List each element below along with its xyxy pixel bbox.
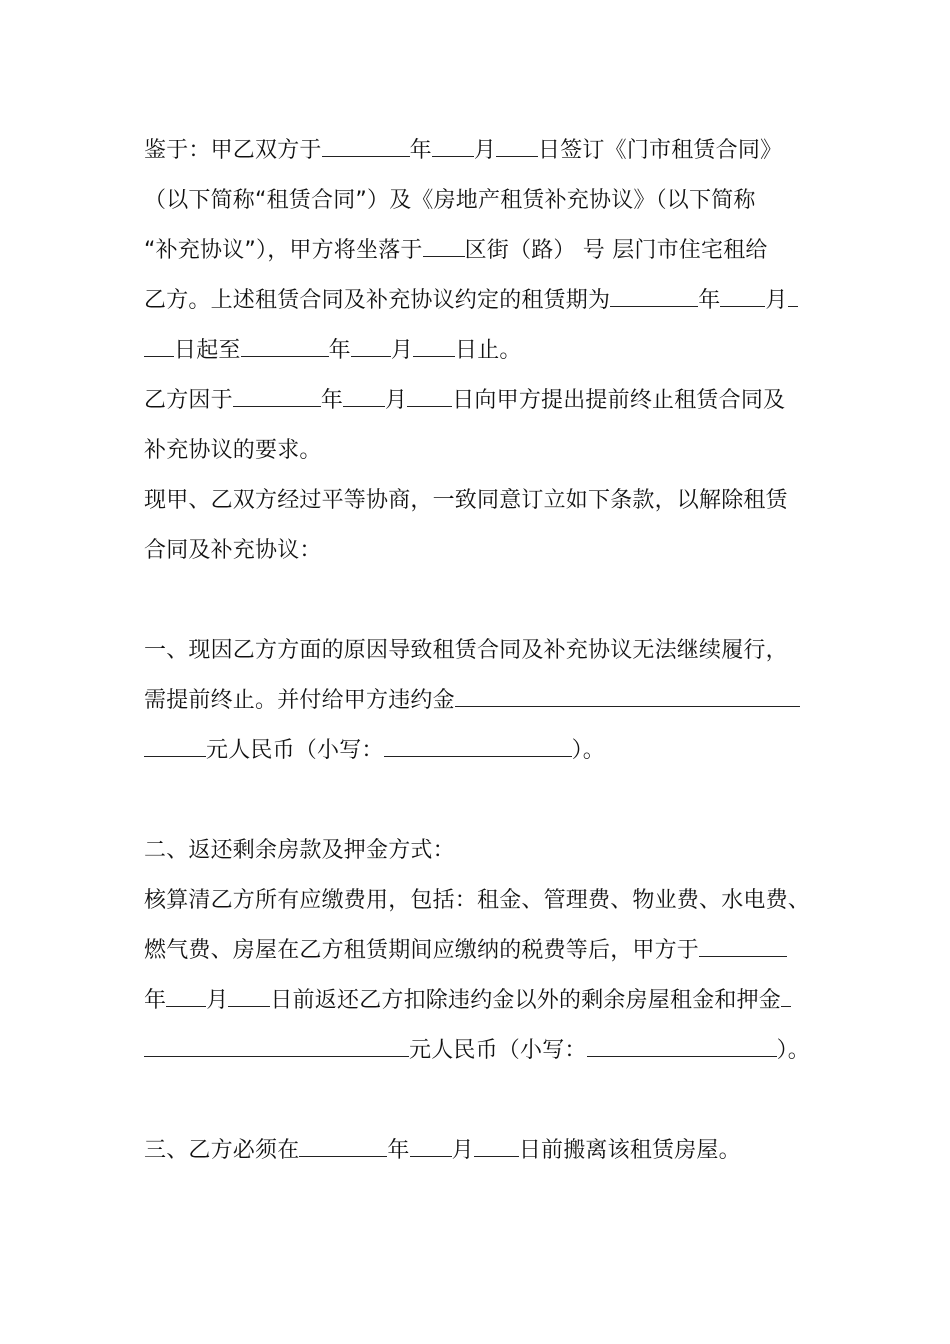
clause2-title (144, 836, 455, 866)
text: “补充协议”），甲方将坐落于 (144, 238, 423, 263)
blank-month[interactable] (343, 386, 385, 407)
blank-month[interactable] (432, 136, 474, 157)
blank-year[interactable] (299, 1136, 387, 1157)
blank-day[interactable] (144, 336, 174, 357)
clause2-line-2 (144, 936, 787, 966)
blank-year[interactable] (699, 936, 787, 957)
clause1-line-2 (144, 686, 800, 716)
blank-day[interactable] (474, 1136, 519, 1157)
clause1-line-3 (144, 736, 605, 766)
text: 三、乙方必须在 (144, 1138, 300, 1163)
text: 合同及补充协议： (144, 538, 322, 563)
text: 补充协议的要求。 (144, 438, 322, 463)
agreement-line-2 (144, 536, 322, 566)
blank-day[interactable] (788, 286, 798, 307)
clause3-line-1 (144, 1136, 741, 1166)
text: 月 (390, 338, 414, 363)
text: 月 (765, 288, 788, 313)
preamble-line-5 (144, 336, 522, 366)
preamble-line-3 (144, 236, 768, 266)
text: 年 (387, 1138, 410, 1163)
blank-month[interactable] (166, 986, 206, 1007)
clause2-line-4 (144, 1036, 810, 1066)
blank-penalty-amount[interactable] (144, 736, 206, 757)
agreement-line-1 (144, 486, 788, 516)
text: 日前搬离该租赁房屋。 (518, 1138, 741, 1163)
text: 鉴于：甲乙双方于 (144, 138, 322, 163)
text: 乙方因于 (144, 388, 233, 413)
clause2-line-1 (144, 886, 810, 916)
request-line-2 (144, 436, 322, 466)
text: 年 (328, 338, 351, 363)
blank-district[interactable] (423, 236, 465, 257)
text: 年 (698, 288, 721, 313)
text: 现甲、乙双方经过平等协商，一致同意订立如下条款，以解除租赁 (144, 488, 788, 513)
blank-year[interactable] (241, 336, 329, 357)
blank-year[interactable] (233, 386, 321, 407)
preamble-line-2 (144, 186, 756, 216)
text: 年 (409, 138, 432, 163)
text: 乙方。上述租赁合同及补充协议约定的租赁期为 (144, 288, 611, 313)
text: 元人民币（小写： (409, 1038, 587, 1063)
text: ）。 (571, 738, 606, 763)
blank-refund-amount[interactable] (144, 1036, 409, 1057)
blank-day[interactable] (407, 386, 452, 407)
blank-month[interactable] (720, 286, 765, 307)
blank-month[interactable] (410, 1136, 452, 1157)
text: 元人民币（小写： (206, 738, 384, 763)
preamble-line-1 (144, 136, 782, 166)
text: 一、现因乙方方面的原因导致租赁合同及补充协议无法继续履行， (144, 638, 788, 663)
text: 月 (206, 988, 229, 1013)
text: ）。 (776, 1038, 811, 1063)
blank-year[interactable] (610, 286, 698, 307)
blank-refund-figures[interactable] (587, 1036, 777, 1057)
blank-day[interactable] (496, 136, 538, 157)
request-line-1 (144, 386, 785, 416)
blank-penalty-amount[interactable] (455, 686, 800, 707)
text: 年 (144, 988, 167, 1013)
text: 日止。 (455, 338, 522, 363)
blank-penalty-figures[interactable] (384, 736, 572, 757)
text: 日签订《门市租赁合同》 (538, 138, 783, 163)
blank-refund-amount[interactable] (781, 986, 791, 1007)
text: 日前返还乙方扣除违约金以外的剩余房屋租金和押金 (270, 988, 782, 1013)
text: 核算清乙方所有应缴费用，包括：租金、管理费、物业费、水电费、 (144, 888, 811, 913)
text: 年 (320, 388, 344, 413)
text: 需提前终止。并付给甲方违约金 (144, 688, 455, 713)
text: 燃气费、房屋在乙方租赁期间应缴纳的税费等后，甲方于 (144, 938, 700, 963)
text: 月 (451, 1138, 474, 1163)
text: （以下简称“租赁合同”）及《房地产租赁补充协议》（以下简称 (144, 188, 756, 213)
blank-day[interactable] (413, 336, 455, 357)
text: 二、返还剩余房款及押金方式： (144, 838, 455, 863)
blank-month[interactable] (351, 336, 391, 357)
blank-day[interactable] (228, 986, 270, 1007)
preamble-line-4 (144, 286, 798, 316)
text: 月 (385, 388, 408, 413)
text: 日向甲方提出提前终止租赁合同及 (452, 388, 786, 413)
text: 区街（路） 号 层门市住宅租给 (464, 238, 768, 263)
clause1-line-1 (144, 636, 788, 666)
clause2-line-3 (144, 986, 791, 1016)
text: 月 (473, 138, 497, 163)
text: 日起至 (174, 338, 241, 363)
blank-year[interactable] (322, 136, 410, 157)
